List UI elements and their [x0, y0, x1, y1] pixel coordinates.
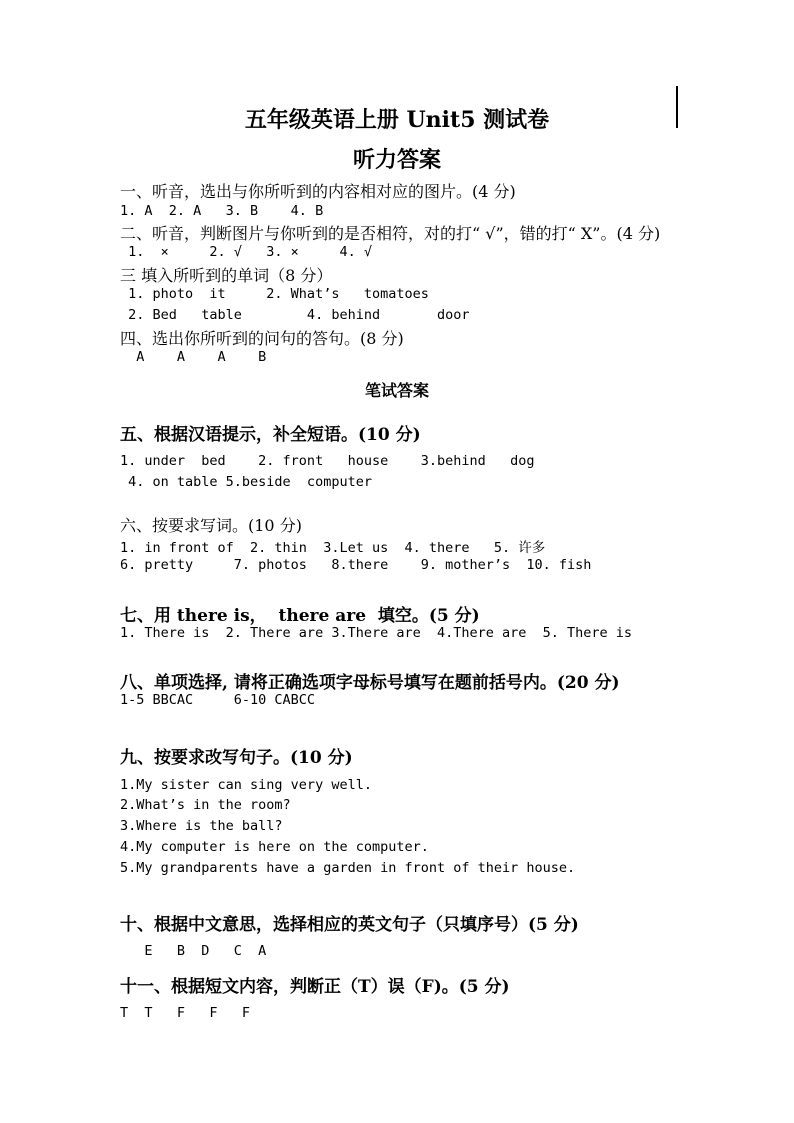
- section-3-answer-2: 2. Bed table 4. behind door: [120, 307, 470, 323]
- section-6-answer-2: 6. pretty 7. photos 8.there 9. mother’s 10. fish: [120, 557, 592, 573]
- section-3-answer-1: 1. photo it 2. What’s tomatoes: [120, 286, 429, 302]
- section-4-question: 四、选出你所听到的问句的答句。(8 分): [120, 329, 404, 348]
- listening-title: 听力答案: [352, 147, 441, 173]
- section-3-question: 三 填入所听到的单词（8 分）: [120, 266, 333, 285]
- section-4-answer: A A A B: [120, 349, 267, 365]
- section-7-answer: 1. There is 2. There are 3.There are 4.There are 5. There is: [120, 625, 633, 641]
- section-9-answer-3: 3.Where is the ball?: [120, 818, 283, 834]
- written-title: 笔试答案: [364, 381, 429, 400]
- section-5-answer-1: 1. under bed 2. front house 3.behind dog: [120, 453, 535, 469]
- section-9-question: 九、按要求改写句子。(10 分): [120, 748, 353, 768]
- section-9-answer-4: 4.My computer is here on the computer.: [120, 839, 429, 855]
- section-7-question: 七、用 there is， there are 填空。(5 分): [120, 606, 480, 626]
- section-6-answer-1: 1. in front of 2. thin 3.Let us 4. there 5. 许多: [120, 540, 546, 556]
- section-9-answer-2: 2.What’s in the room?: [120, 797, 291, 813]
- section-1-answer: 1. A 2. A 3. B 4. B: [120, 203, 324, 219]
- section-2-answer: 1. × 2. √ 3. × 4. √: [120, 244, 372, 260]
- section-9-answer-5: 5.My grandparents have a garden in front of their house.: [120, 860, 576, 876]
- section-10-question: 十、根据中文意思，选择相应的英文句子（只填序号）(5 分): [120, 915, 579, 935]
- section-2-question: 二、听音，判断图片与你听到的是否相符，对的打“ √”，错的打“ X”。(4 分): [120, 224, 661, 243]
- section-5-answer-2: 4. on table 5.beside computer: [120, 474, 372, 490]
- section-1-question: 一、听音，选出与你所听到的内容相对应的图片。(4 分): [120, 182, 516, 201]
- section-11-question: 十一、根据短文内容，判断正（T）误（F)。(5 分): [120, 977, 510, 997]
- section-6-question: 六、按要求写词。(10 分): [120, 516, 302, 535]
- section-11-answer: T T F F F: [120, 1005, 251, 1021]
- section-5-question: 五、根据汉语提示，补全短语。(10 分): [120, 425, 421, 445]
- page-title: 五年级英语上册 Unit5 测试卷: [244, 107, 550, 133]
- section-8-answer: 1-5 BBCAC 6-10 CABCC: [120, 692, 316, 708]
- section-9-answer-1: 1.My sister can sing very well.: [120, 777, 372, 793]
- section-8-question: 八、单项选择, 请将正确选项字母标号填写在题前括号内。(20 分): [120, 673, 620, 693]
- section-10-answer: E B D C A: [120, 943, 267, 959]
